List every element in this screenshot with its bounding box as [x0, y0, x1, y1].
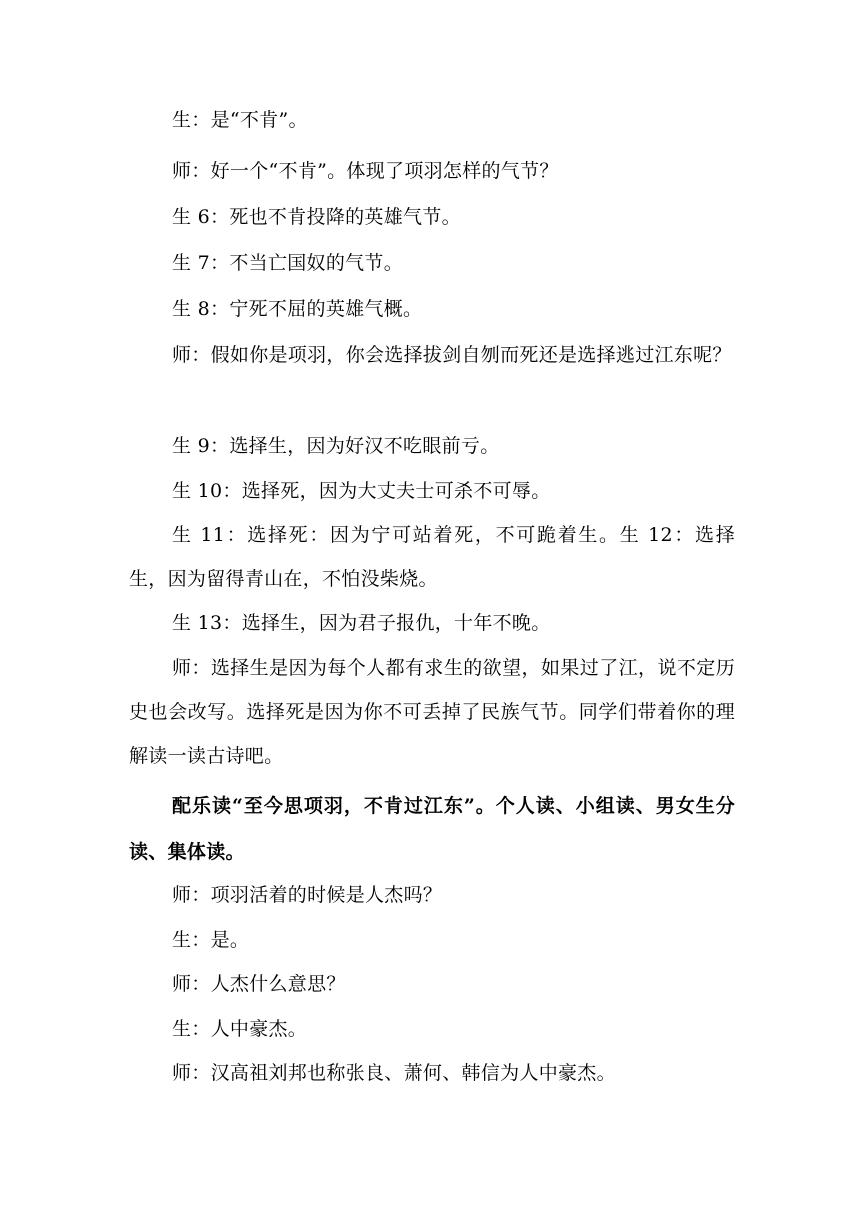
- dialogue-line: 师：选择生是因为每个人都有求生的欲望，如果过了江，说不定历史也会改写。选择死是因为你不可丢掉了民族气节。同学们带着你的理解读一读古诗吧。: [129, 657, 735, 767]
- dialogue-line: 生 7：不当亡国奴的气节。: [172, 252, 404, 274]
- dialogue-line: 师：项羽活着的时候是人杰吗？: [172, 884, 443, 906]
- dialogue-line: 师：汉高祖刘邦也称张良、萧何、韩信为人中豪杰。: [172, 1062, 616, 1084]
- dialogue-line: 师：好一个“不肯”。体现了项羽怎样的气节？: [172, 160, 559, 182]
- dialogue-line: 师：人杰什么意思？: [172, 973, 346, 995]
- dialogue-line: 生 8：宁死不屈的英雄气概。: [172, 298, 423, 320]
- reading-instruction: 配乐读“至今思项羽，不肯过江东”。个人读、小组读、男女生分读、集体读。: [129, 795, 735, 863]
- dialogue-line: 生：是。: [172, 929, 250, 951]
- dialogue-line: 生 11：选择死：因为宁可站着死，不可跪着生。生 12：选择生，因为留得青山在，不怕没柴烧。: [129, 524, 735, 590]
- dialogue-line: 生 9：选择生，因为好汉不吃眼前亏。: [172, 435, 500, 457]
- dialogue-line: 生 10：选择死，因为大丈夫士可杀不可辱。: [172, 480, 551, 502]
- dialogue-line: 生：人中豪杰。: [172, 1018, 308, 1040]
- dialogue-line: 师：假如你是项羽，你会选择拔剑自刎而死还是选择逃过江东呢？: [172, 344, 732, 366]
- dialogue-line: 生：是“不肯”。: [172, 109, 308, 131]
- dialogue-line: 生 6：死也不肯投降的英雄气节。: [172, 206, 461, 228]
- dialogue-line: 生 13：选择生，因为君子报仇，十年不晚。: [172, 612, 551, 634]
